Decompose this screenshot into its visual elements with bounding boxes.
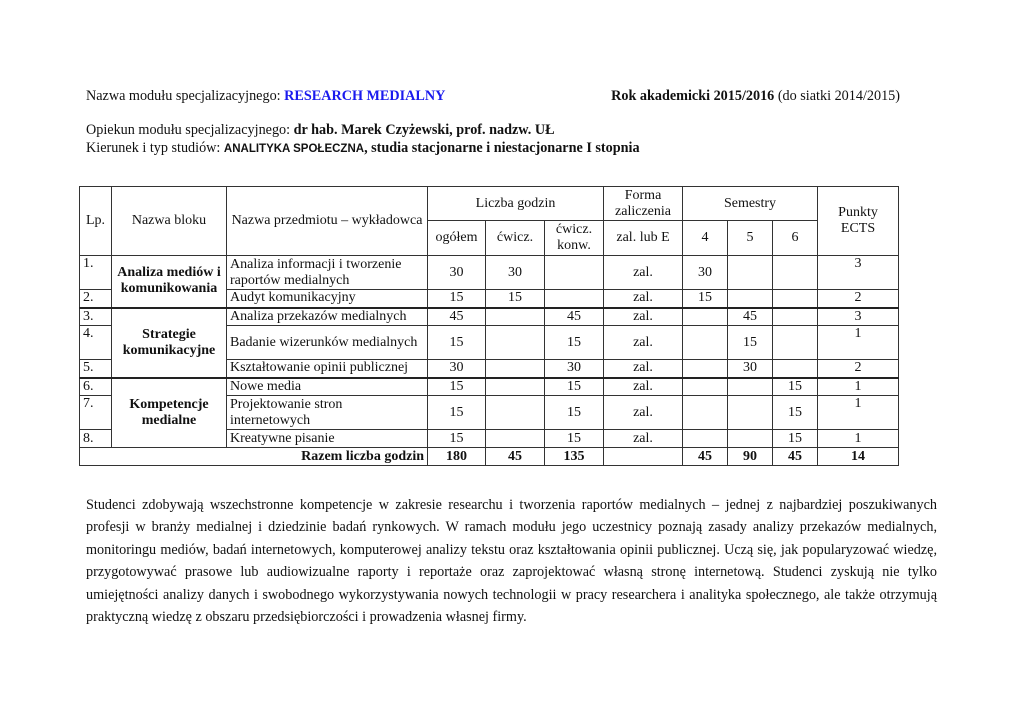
row-exercises: 30 xyxy=(486,256,545,290)
totals-label: Razem liczba godzin xyxy=(80,448,428,466)
totals-form xyxy=(604,448,683,466)
row-form: zal. xyxy=(604,326,683,360)
block-name: Analiza mediów i komunikowania xyxy=(112,256,227,308)
row-sem5 xyxy=(728,290,773,308)
row-form: zal. xyxy=(604,396,683,430)
totals-sem5: 90 xyxy=(728,448,773,466)
row-lp: 1. xyxy=(80,256,112,290)
row-sem6 xyxy=(773,360,818,378)
totals-ects: 14 xyxy=(818,448,899,466)
row-sem4 xyxy=(683,430,728,448)
row-sem4 xyxy=(683,378,728,396)
row-exercises xyxy=(486,430,545,448)
row-sem5: 30 xyxy=(728,360,773,378)
header-block: Nazwa bloku xyxy=(112,187,227,256)
header-semesters: Semestry xyxy=(683,187,818,221)
table-row xyxy=(80,308,899,326)
field-label: Kierunek i typ studiów: xyxy=(86,140,224,156)
row-sem4 xyxy=(683,360,728,378)
row-sem5: 45 xyxy=(728,308,773,326)
row-lp: 2. xyxy=(80,290,112,308)
supervisor-line xyxy=(86,121,555,139)
row-sem4 xyxy=(683,308,728,326)
header-form: Forma zaliczenia xyxy=(604,187,683,221)
row-lp: 4. xyxy=(80,326,112,360)
row-sem5 xyxy=(728,378,773,396)
row-total: 15 xyxy=(428,378,486,396)
row-form: zal. xyxy=(604,430,683,448)
row-ects: 2 xyxy=(818,360,899,378)
header-hours: Liczba godzin xyxy=(428,187,604,221)
row-sem4: 15 xyxy=(683,290,728,308)
totals-sem4: 45 xyxy=(683,448,728,466)
row-form: zal. xyxy=(604,360,683,378)
row-sem4 xyxy=(683,396,728,430)
header-subject: Nazwa przedmiotu – wykładowca xyxy=(227,187,428,256)
row-total: 15 xyxy=(428,290,486,308)
row-sem4: 30 xyxy=(683,256,728,290)
row-ects: 3 xyxy=(818,308,899,326)
table-row xyxy=(80,378,899,396)
row-subject: Nowe media xyxy=(227,378,428,396)
row-ects: 1 xyxy=(818,378,899,396)
row-total: 30 xyxy=(428,256,486,290)
row-sem6: 15 xyxy=(773,430,818,448)
curriculum-table xyxy=(79,186,899,466)
header-conv-exercises: ćwicz. konw. xyxy=(545,221,604,256)
row-form: zal. xyxy=(604,290,683,308)
row-subject: Analiza informacji i tworzenie raportów medialnych xyxy=(227,256,428,290)
header-form-sub: zal. lub E xyxy=(604,221,683,256)
row-form: zal. xyxy=(604,378,683,396)
row-conv: 30 xyxy=(545,360,604,378)
row-conv xyxy=(545,290,604,308)
row-total: 15 xyxy=(428,326,486,360)
row-subject: Kształtowanie opinii publicznej xyxy=(227,360,428,378)
row-sem6: 15 xyxy=(773,378,818,396)
row-lp: 8. xyxy=(80,430,112,448)
academic-year-note: (do siatki 2014/2015) xyxy=(774,88,900,104)
header-total: ogółem xyxy=(428,221,486,256)
row-lp: 5. xyxy=(80,360,112,378)
row-conv xyxy=(545,256,604,290)
academic-year xyxy=(611,87,900,105)
row-lp: 7. xyxy=(80,396,112,430)
row-subject: Kreatywne pisanie xyxy=(227,430,428,448)
supervisor-label: Opiekun modułu specjalizacyjnego: xyxy=(86,122,294,138)
header-lp: Lp. xyxy=(80,187,112,256)
row-subject: Audyt komunikacyjny xyxy=(227,290,428,308)
row-sem5 xyxy=(728,256,773,290)
totals-total: 180 xyxy=(428,448,486,466)
row-subject: Analiza przekazów medialnych xyxy=(227,308,428,326)
row-exercises: 15 xyxy=(486,290,545,308)
block-name: Strategie komunikacyjne xyxy=(112,308,227,378)
header-sem4: 4 xyxy=(683,221,728,256)
block-name: Kompetencje medialne xyxy=(112,378,227,448)
row-sem6 xyxy=(773,290,818,308)
row-exercises xyxy=(486,308,545,326)
row-form: zal. xyxy=(604,256,683,290)
row-sem5 xyxy=(728,396,773,430)
field-line xyxy=(86,139,640,158)
totals-conv: 135 xyxy=(545,448,604,466)
row-sem6 xyxy=(773,326,818,360)
totals-sem6: 45 xyxy=(773,448,818,466)
module-name: RESEARCH MEDIALNY xyxy=(284,88,446,104)
row-exercises xyxy=(486,396,545,430)
row-conv: 45 xyxy=(545,308,604,326)
row-ects: 1 xyxy=(818,326,899,360)
row-lp: 6. xyxy=(80,378,112,396)
row-exercises xyxy=(486,326,545,360)
row-form: zal. xyxy=(604,308,683,326)
row-total: 45 xyxy=(428,308,486,326)
table-header-row xyxy=(80,187,899,221)
row-ects: 1 xyxy=(818,396,899,430)
row-exercises xyxy=(486,378,545,396)
header-sem6: 6 xyxy=(773,221,818,256)
row-ects: 3 xyxy=(818,256,899,290)
row-conv: 15 xyxy=(545,430,604,448)
table-row xyxy=(80,256,899,290)
row-subject: Projektowanie stron internetowych xyxy=(227,396,428,430)
row-sem5 xyxy=(728,430,773,448)
row-exercises xyxy=(486,360,545,378)
totals-exercises: 45 xyxy=(486,448,545,466)
row-total: 30 xyxy=(428,360,486,378)
header-exercises: ćwicz. xyxy=(486,221,545,256)
row-sem6 xyxy=(773,256,818,290)
row-subject: Badanie wizerunków medialnych xyxy=(227,326,428,360)
row-lp: 3. xyxy=(80,308,112,326)
row-total: 15 xyxy=(428,396,486,430)
row-sem6: 15 xyxy=(773,396,818,430)
totals-row xyxy=(80,448,899,466)
row-sem5: 15 xyxy=(728,326,773,360)
row-conv: 15 xyxy=(545,326,604,360)
row-ects: 1 xyxy=(818,430,899,448)
academic-year-label: Rok akademicki 2015/2016 xyxy=(611,88,775,104)
module-header-line xyxy=(86,87,900,105)
module-label: Nazwa modułu specjalizacyjnego: xyxy=(86,88,285,104)
header-sem5: 5 xyxy=(728,221,773,256)
row-conv: 15 xyxy=(545,378,604,396)
header-ects: Punkty ECTS xyxy=(818,187,899,256)
module-description: Studenci zdobywają wszechstronne kompetencje w zakresie researchu i tworzenia raportów medialnych – jednej z najbardziej poszukiwanych profesji w branży medialnej i dziedzinie badań rynkowych. W ramach modułu jego uczestnicy poznają zasady analizy przekazów medialnych, monitoringu mediów, badań internetowych, komputerowej analizy tekstu oraz kształtowania opinii publicznej. Uczą się, jak popularyzować wiedzę, przygotowywać prasowe lub audiowizualne raporty i reportaże oraz zaprojektować własną stronę internetową. Studenci zyskują nie tylko umiejętności analizy danych i swobodnego wykorzystywania nowych technologii w pracy researchera i analityka społecznego, ale także otrzymują praktyczną wiedzę z obszaru przedsiębiorczości i prowadzenia własnej firmy. xyxy=(86,497,937,626)
field-name: ANALITYKA SPOŁECZNA xyxy=(223,143,365,155)
row-sem6 xyxy=(773,308,818,326)
row-sem4 xyxy=(683,326,728,360)
row-conv: 15 xyxy=(545,396,604,430)
row-ects: 2 xyxy=(818,290,899,308)
field-type: , studia stacjonarne i niestacjonarne I stopnia xyxy=(364,140,640,156)
row-total: 15 xyxy=(428,430,486,448)
supervisor-name: dr hab. Marek Czyżewski, prof. nadzw. UŁ xyxy=(293,122,555,138)
